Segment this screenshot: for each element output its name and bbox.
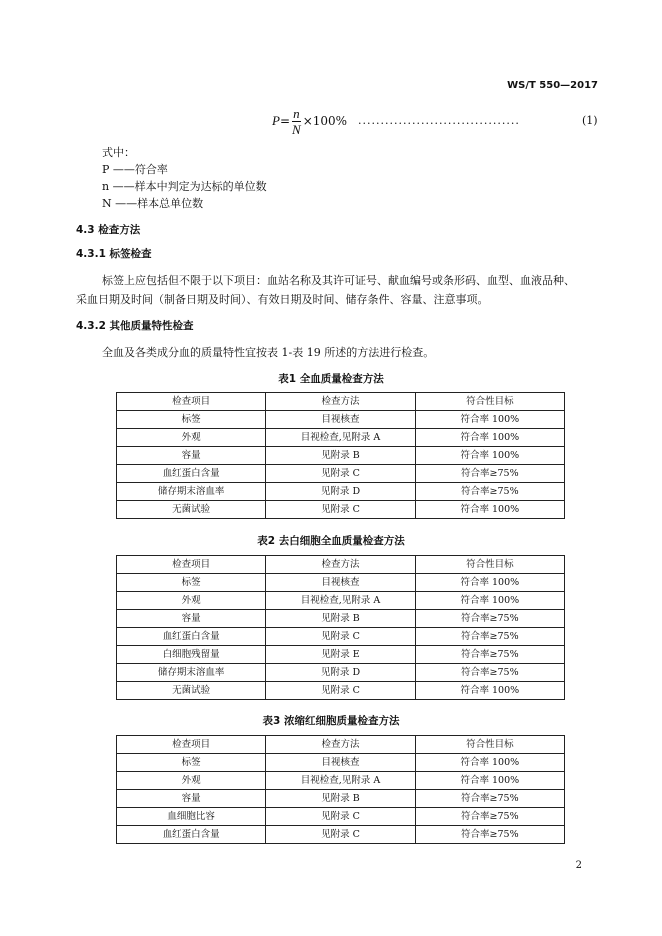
table3-caption: 表3 浓缩红细胞质量检查方法 xyxy=(262,715,400,727)
table-cell: 符合率≥75% xyxy=(415,664,564,682)
section-4-3-1-text-line2: 采血日期及时间（制备日期及时间）、有效日期及时间、储存条件、容量、注意事项。 xyxy=(76,293,489,306)
formula-denominator: N xyxy=(292,122,301,137)
table-cell: 符合率 100% xyxy=(415,501,564,519)
table-cell: 符合率≥75% xyxy=(415,628,564,646)
table-cell: 符合率 100% xyxy=(415,429,564,447)
table-cell: 目视核查 xyxy=(266,411,415,429)
table-cell: 血红蛋白含量 xyxy=(117,826,266,844)
table-row xyxy=(117,447,565,465)
table-cell: 见附录 C xyxy=(266,501,415,519)
table-cell: 容量 xyxy=(117,447,266,465)
table-cell: 外观 xyxy=(117,592,266,610)
section-4-3-heading: 4.3 检查方法 xyxy=(76,224,141,236)
table-header-cell: 检查项目 xyxy=(117,393,266,411)
section-4-3-1-text-line1: 标签上应包括但不限于以下项目：血站名称及其许可证号、献血编号或条形码、血型、血液品种、 xyxy=(102,274,575,287)
table-cell: 符合率≥75% xyxy=(415,790,564,808)
formula-leader: .................................... xyxy=(358,114,520,127)
table-cell: 储存期末溶血率 xyxy=(117,664,266,682)
table-cell: 符合率≥75% xyxy=(415,808,564,826)
legend-item-N: N ——样本总单位数 xyxy=(102,197,204,210)
formula-equals: = xyxy=(279,114,291,128)
table-row xyxy=(117,646,565,664)
table-cell: 见附录 D xyxy=(266,483,415,501)
table-cell: 目视检查,见附录 A xyxy=(266,592,415,610)
table-row xyxy=(117,574,565,592)
table-row xyxy=(117,628,565,646)
table-header-cell: 检查项目 xyxy=(117,736,266,754)
table-cell: 符合率 100% xyxy=(415,682,564,700)
table-cell: 标签 xyxy=(117,754,266,772)
table-row xyxy=(117,772,565,790)
table-header-cell: 符合性目标 xyxy=(415,393,564,411)
table-cell: 血红蛋白含量 xyxy=(117,628,266,646)
table-cell: 符合率≥75% xyxy=(415,610,564,628)
table-cell: 符合率 100% xyxy=(415,447,564,465)
table-cell: 符合率 100% xyxy=(415,754,564,772)
table-cell: 无菌试验 xyxy=(117,682,266,700)
table-cell: 符合率 100% xyxy=(415,592,564,610)
table-cell: 见附录 C xyxy=(266,808,415,826)
table-row xyxy=(117,483,565,501)
formula-lhs: P xyxy=(272,113,280,128)
table-header-cell: 符合性目标 xyxy=(415,736,564,754)
formula-multiplier: ×100% xyxy=(302,114,348,128)
section-4-3-2-heading: 4.3.2 其他质量特性检查 xyxy=(76,320,194,332)
table-row xyxy=(117,826,565,844)
table-cell: 目视核查 xyxy=(266,574,415,592)
page-number: 2 xyxy=(575,860,582,871)
table-cell: 见附录 B xyxy=(266,790,415,808)
table2-caption: 表2 去白细胞全血质量检查方法 xyxy=(257,535,405,547)
table-cell: 符合率 100% xyxy=(415,772,564,790)
table-header-row xyxy=(117,556,565,574)
table-row xyxy=(117,592,565,610)
table-cell: 符合率≥75% xyxy=(415,826,564,844)
formula-fraction xyxy=(292,106,301,137)
table-cell: 见附录 C xyxy=(266,465,415,483)
table-row xyxy=(117,754,565,772)
table-cell: 外观 xyxy=(117,772,266,790)
table-cell: 符合率≥75% xyxy=(415,465,564,483)
table-row xyxy=(117,790,565,808)
table-cell: 容量 xyxy=(117,610,266,628)
table-cell: 无菌试验 xyxy=(117,501,266,519)
table1 xyxy=(116,392,565,519)
table-cell: 见附录 D xyxy=(266,664,415,682)
legend-item-n: n ——样本中判定为达标的单位数 xyxy=(102,180,267,193)
table-cell: 符合率 100% xyxy=(415,574,564,592)
table-cell: 符合率 100% xyxy=(415,411,564,429)
table-cell: 外观 xyxy=(117,429,266,447)
table-header-cell: 检查方法 xyxy=(266,393,415,411)
legend-item-p: P ——符合率 xyxy=(102,163,168,176)
table-header-cell: 检查方法 xyxy=(266,736,415,754)
legend-intro: 式中： xyxy=(102,146,135,159)
table-cell: 见附录 C xyxy=(266,628,415,646)
table-cell: 目视检查,见附录 A xyxy=(266,429,415,447)
table-header-row xyxy=(117,393,565,411)
formula-number: (1) xyxy=(582,114,598,127)
table-row xyxy=(117,429,565,447)
table-row xyxy=(117,465,565,483)
table-cell: 目视检查,见附录 A xyxy=(266,772,415,790)
table-cell: 容量 xyxy=(117,790,266,808)
table-cell: 储存期末溶血率 xyxy=(117,483,266,501)
section-4-3-2-text: 全血及各类成分血的质量特性宜按表 1-表 19 所述的方法进行检查。 xyxy=(102,346,435,359)
table-cell: 见附录 E xyxy=(266,646,415,664)
table-header-cell: 符合性目标 xyxy=(415,556,564,574)
table-cell: 见附录 C xyxy=(266,826,415,844)
table3 xyxy=(116,735,565,844)
table-header-cell: 检查项目 xyxy=(117,556,266,574)
table-cell: 标签 xyxy=(117,574,266,592)
table-cell: 符合率≥75% xyxy=(415,483,564,501)
table-row xyxy=(117,664,565,682)
table-cell: 见附录 B xyxy=(266,610,415,628)
table1-caption: 表1 全血质量检查方法 xyxy=(278,373,384,385)
table2 xyxy=(116,555,565,700)
table-cell: 目视核查 xyxy=(266,754,415,772)
table-row xyxy=(117,411,565,429)
table-cell: 标签 xyxy=(117,411,266,429)
table-cell: 见附录 C xyxy=(266,682,415,700)
standard-number: WS/T 550—2017 xyxy=(507,80,598,91)
table-row xyxy=(117,682,565,700)
table-row xyxy=(117,501,565,519)
table-cell: 符合率≥75% xyxy=(415,646,564,664)
table-header-row xyxy=(117,736,565,754)
formula xyxy=(272,106,347,137)
table-cell: 白细胞残留量 xyxy=(117,646,266,664)
table-row xyxy=(117,610,565,628)
section-4-3-1-heading: 4.3.1 标签检查 xyxy=(76,248,152,260)
table-cell: 血细胞比容 xyxy=(117,808,266,826)
formula-numerator: n xyxy=(293,106,300,121)
table-cell: 血红蛋白含量 xyxy=(117,465,266,483)
table-header-cell: 检查方法 xyxy=(266,556,415,574)
table-cell: 见附录 B xyxy=(266,447,415,465)
table-row xyxy=(117,808,565,826)
